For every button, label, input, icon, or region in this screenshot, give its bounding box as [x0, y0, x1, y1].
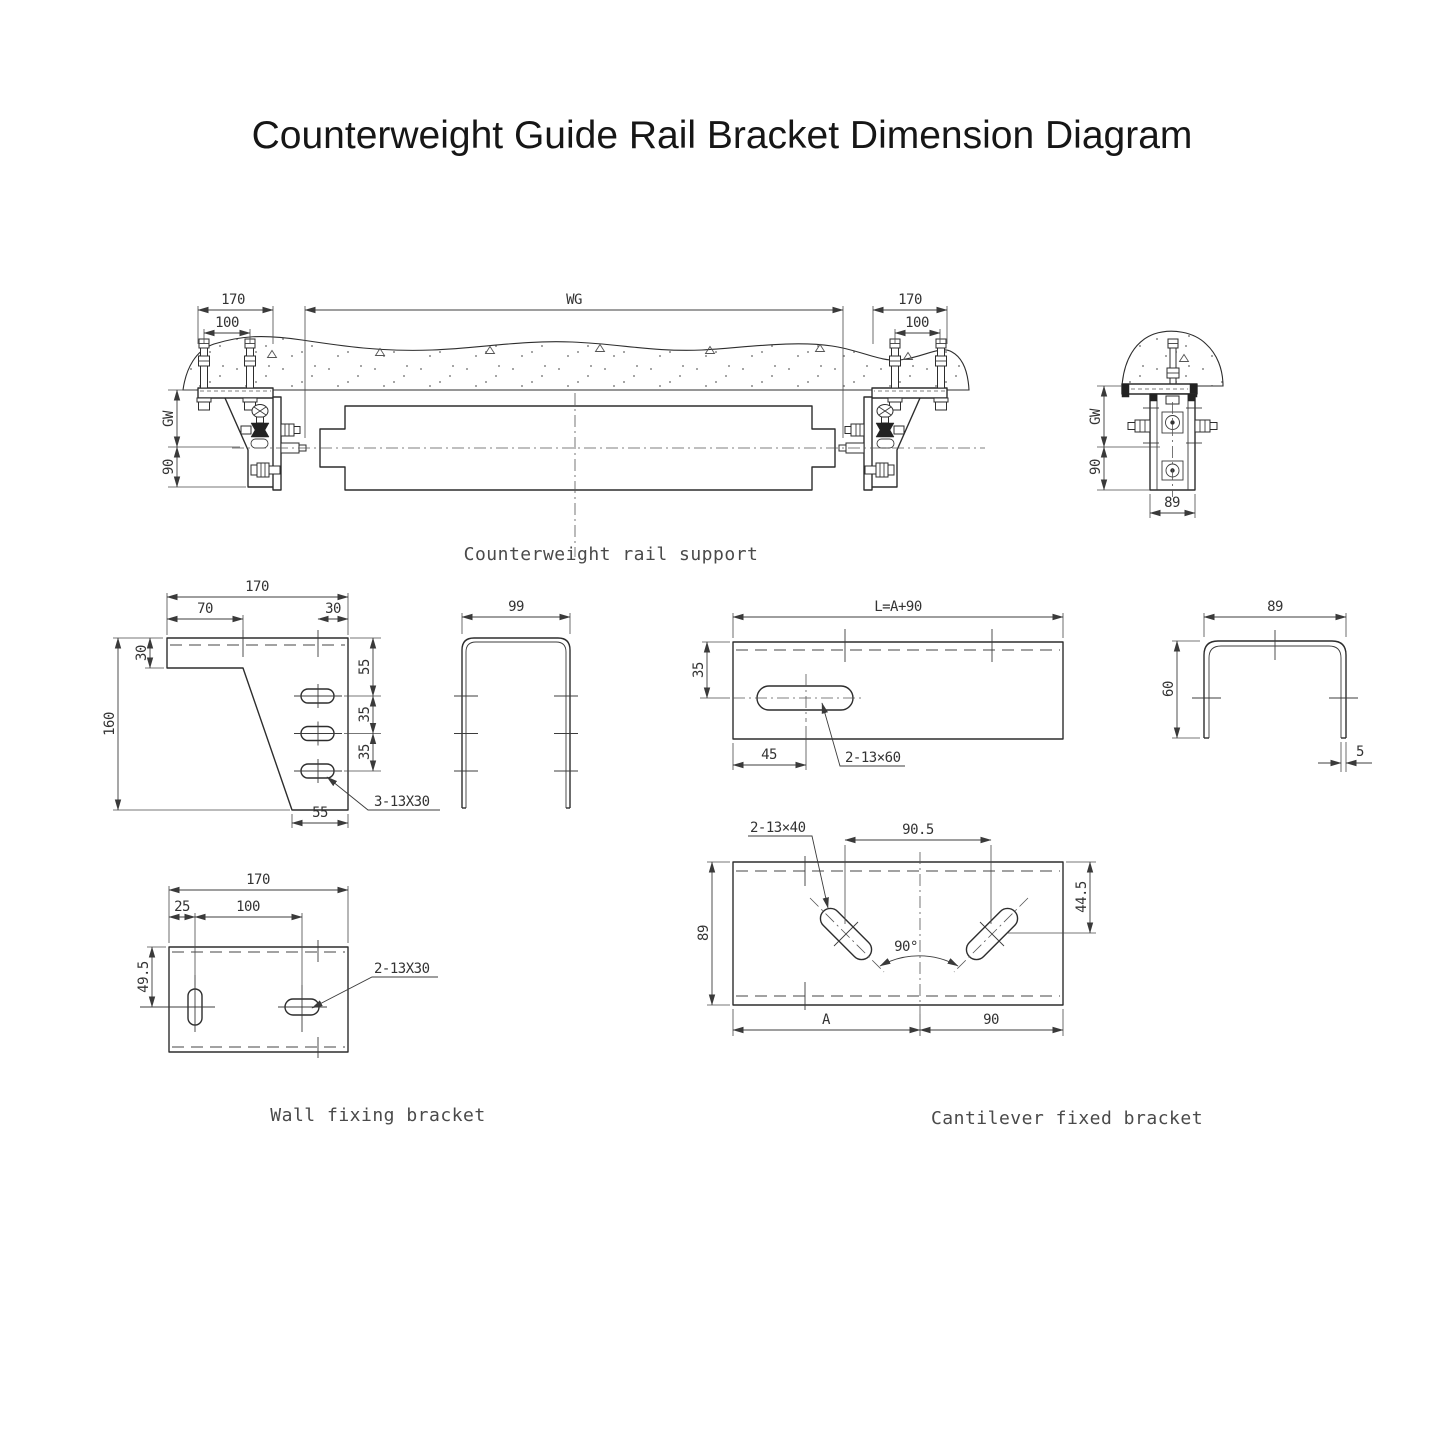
- dim-plate-45: 45: [761, 747, 777, 763]
- dim-plate-length: L=A+90: [874, 599, 922, 615]
- dim-gusset-35b: 35: [357, 744, 373, 760]
- dim-channel89-width: 89: [1267, 599, 1283, 615]
- dim-100-right: 100: [905, 315, 929, 331]
- dim-gusset-170: 170: [245, 579, 269, 595]
- dim-89-side: 89: [1164, 495, 1180, 511]
- dim-gusset-55: 55: [357, 659, 373, 675]
- dim-gusset-30-left: 30: [134, 645, 150, 661]
- view-channel-99: [454, 599, 578, 808]
- dim-wall-25: 25: [174, 899, 190, 915]
- dim-gusset-160: 160: [102, 712, 118, 736]
- dim-gusset-70: 70: [197, 601, 213, 617]
- dim-cant-89: 89: [696, 925, 712, 941]
- dim-wall-100: 100: [236, 899, 260, 915]
- dim-wg: WG: [566, 292, 582, 308]
- gusset-slot-label: 3-13X30: [374, 794, 430, 810]
- dim-170-left: 170: [221, 292, 245, 308]
- dim-90-side: 90: [1088, 459, 1104, 475]
- angle-arc: [880, 956, 958, 966]
- view-channel-89: [1161, 599, 1372, 772]
- dim-gusset-55-bottom: 55: [312, 805, 328, 821]
- dim-gusset-35a: 35: [357, 706, 373, 723]
- dim-cant-90-5: 90.5: [902, 822, 934, 838]
- dim-cant-a: A: [822, 1012, 830, 1028]
- gusset-slots: [294, 684, 342, 783]
- cantilever-slot-leader: [748, 836, 828, 908]
- page-title: Counterweight Guide Rail Bracket Dimension Diagram: [251, 114, 1193, 157]
- dim-gw-left: GW: [161, 411, 177, 427]
- caption-cantilever-bracket: Cantilever fixed bracket: [930, 1108, 1204, 1129]
- dim-gusset-30-top: 30: [325, 601, 341, 617]
- wall-slot-leader: [312, 977, 438, 1008]
- dim-cant-angle: 90°: [894, 939, 918, 955]
- cantilever-slot-label: 2-13×40: [750, 820, 806, 836]
- dimensions-right-bracket: [873, 292, 947, 344]
- dim-90-left: 90: [161, 459, 177, 475]
- wall-bracket-slots: [140, 975, 327, 1032]
- dim-channel99-width: 99: [508, 599, 524, 615]
- dim-cant-44-5: 44.5: [1074, 881, 1090, 913]
- caption-rail-support: Counterweight rail support: [463, 544, 759, 565]
- dim-channel89-height: 60: [1161, 681, 1177, 697]
- rail-clip-end-view: [1088, 331, 1223, 518]
- dim-gw-side: GW: [1088, 409, 1104, 425]
- view-cantilever-bracket: [696, 820, 1203, 1129]
- caption-wall-bracket: Wall fixing bracket: [270, 1105, 486, 1126]
- dim-channel89-thickness: 5: [1356, 744, 1364, 760]
- view-rail-plate: [691, 599, 1063, 770]
- dim-wall-49-5: 49.5: [136, 961, 152, 993]
- dim-170-right: 170: [898, 292, 922, 308]
- dim-100-left: 100: [215, 315, 239, 331]
- cantilever-slots: [810, 898, 1028, 972]
- plate-slot-label: 2-13×60: [845, 750, 901, 766]
- view-rail-support: [161, 292, 1223, 565]
- dim-plate-35: 35: [691, 662, 707, 678]
- dim-wall-170: 170: [246, 872, 270, 888]
- view-wall-bracket: [136, 872, 486, 1126]
- wall-slot-label: 2-13X30: [374, 961, 430, 977]
- concrete-slab: [183, 337, 969, 390]
- dim-cant-90: 90: [983, 1012, 999, 1028]
- view-gusset-plate: [102, 579, 440, 828]
